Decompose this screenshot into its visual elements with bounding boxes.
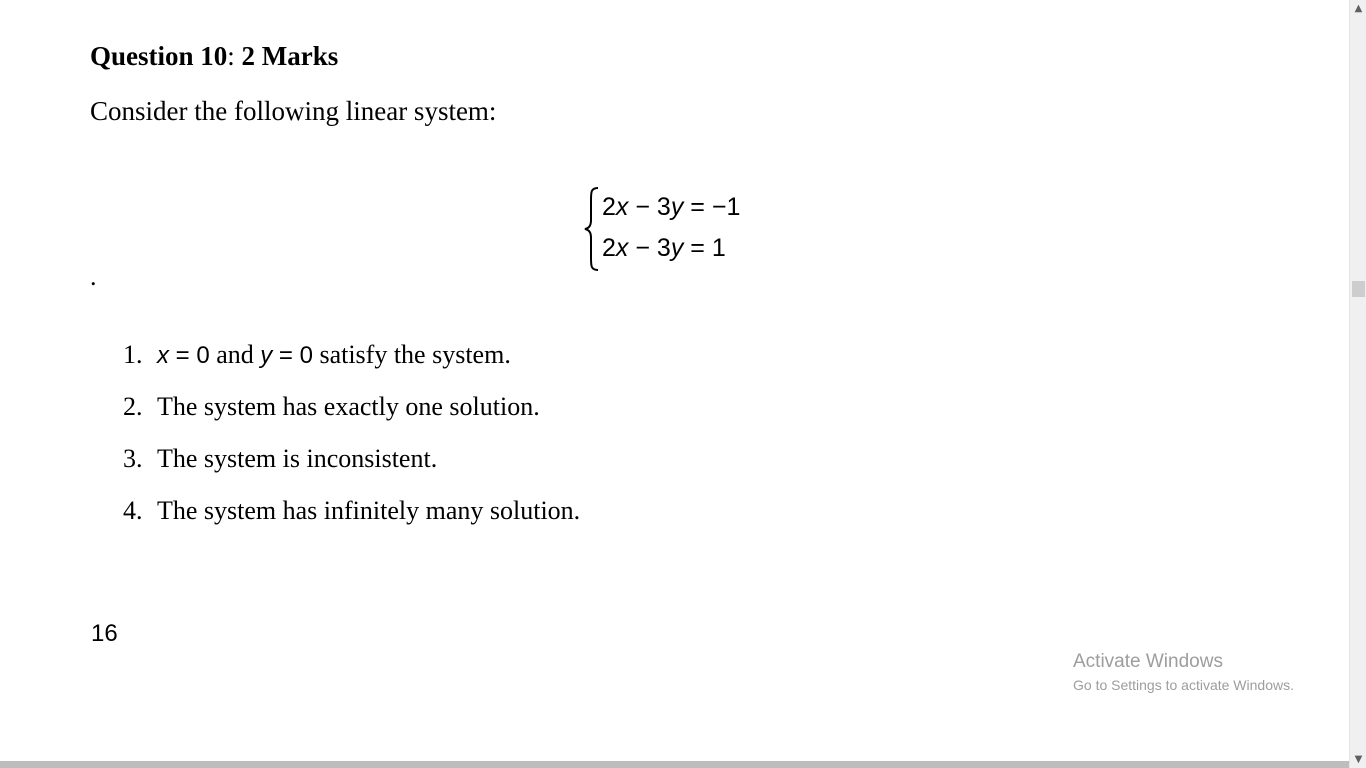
question-heading bbox=[90, 40, 338, 72]
eq2-var-x: x bbox=[615, 234, 629, 262]
watermark-title: Activate Windows bbox=[1073, 651, 1223, 672]
x-equals: = 0 bbox=[169, 342, 210, 369]
option-number: 1. bbox=[123, 340, 143, 369]
option-number: 2. bbox=[123, 392, 143, 421]
option-4 bbox=[123, 495, 580, 527]
option-1-text: satisfy the system. bbox=[312, 340, 511, 369]
option-3-text: The system is inconsistent. bbox=[157, 444, 438, 473]
option-1-math-x bbox=[157, 342, 210, 369]
linear-system bbox=[583, 186, 783, 272]
stray-period: . bbox=[90, 262, 97, 291]
chevron-up-icon[interactable]: ▲ bbox=[1354, 3, 1363, 14]
option-1-math-y bbox=[260, 342, 313, 369]
eq2-coef-x: 2 bbox=[602, 234, 616, 262]
option-number: 3. bbox=[123, 444, 143, 473]
question-separator: : bbox=[227, 41, 235, 71]
watermark-subtitle: Go to Settings to activate Windows. bbox=[1073, 677, 1294, 693]
var-x: x bbox=[157, 342, 169, 369]
eq1-coef-y: 3 bbox=[656, 193, 671, 221]
option-4-text: The system has infinitely many solution. bbox=[157, 496, 581, 525]
eq1-rhs: −1 bbox=[711, 193, 741, 221]
eq1-equals: = bbox=[690, 193, 705, 221]
eq2-equals: = bbox=[690, 234, 705, 262]
left-brace-icon bbox=[583, 186, 601, 272]
equation-2 bbox=[602, 233, 726, 263]
var-y: y bbox=[260, 342, 273, 369]
equation-1 bbox=[602, 192, 740, 222]
question-marks: 2 Marks bbox=[241, 41, 339, 71]
option-1 bbox=[123, 339, 511, 372]
option-3 bbox=[123, 443, 437, 475]
y-equals: = 0 bbox=[272, 342, 313, 369]
eq1-var-x: x bbox=[615, 193, 629, 221]
question-intro: Consider the following linear system: bbox=[90, 96, 497, 126]
vertical-scrollbar[interactable] bbox=[1349, 0, 1366, 768]
option-number: 4. bbox=[123, 496, 143, 525]
chevron-down-icon[interactable]: ▼ bbox=[1354, 754, 1363, 765]
eq1-var-y: y bbox=[670, 193, 684, 221]
eq1-operator: − bbox=[635, 193, 650, 221]
page-number: 16 bbox=[91, 620, 118, 647]
eq2-rhs: 1 bbox=[711, 234, 726, 262]
option-2 bbox=[123, 391, 540, 423]
eq2-var-y: y bbox=[670, 234, 684, 262]
eq2-operator: − bbox=[635, 234, 650, 262]
activation-watermark bbox=[1073, 650, 1294, 696]
eq1-coef-x: 2 bbox=[602, 193, 616, 221]
eq2-coef-y: 3 bbox=[656, 234, 671, 262]
scrollbar-thumb[interactable] bbox=[1352, 281, 1365, 297]
question-label: Question 10 bbox=[90, 41, 228, 71]
option-1-and: and bbox=[209, 340, 261, 369]
option-2-text: The system has exactly one solution. bbox=[157, 392, 540, 421]
horizontal-scrollbar[interactable] bbox=[0, 761, 1349, 768]
